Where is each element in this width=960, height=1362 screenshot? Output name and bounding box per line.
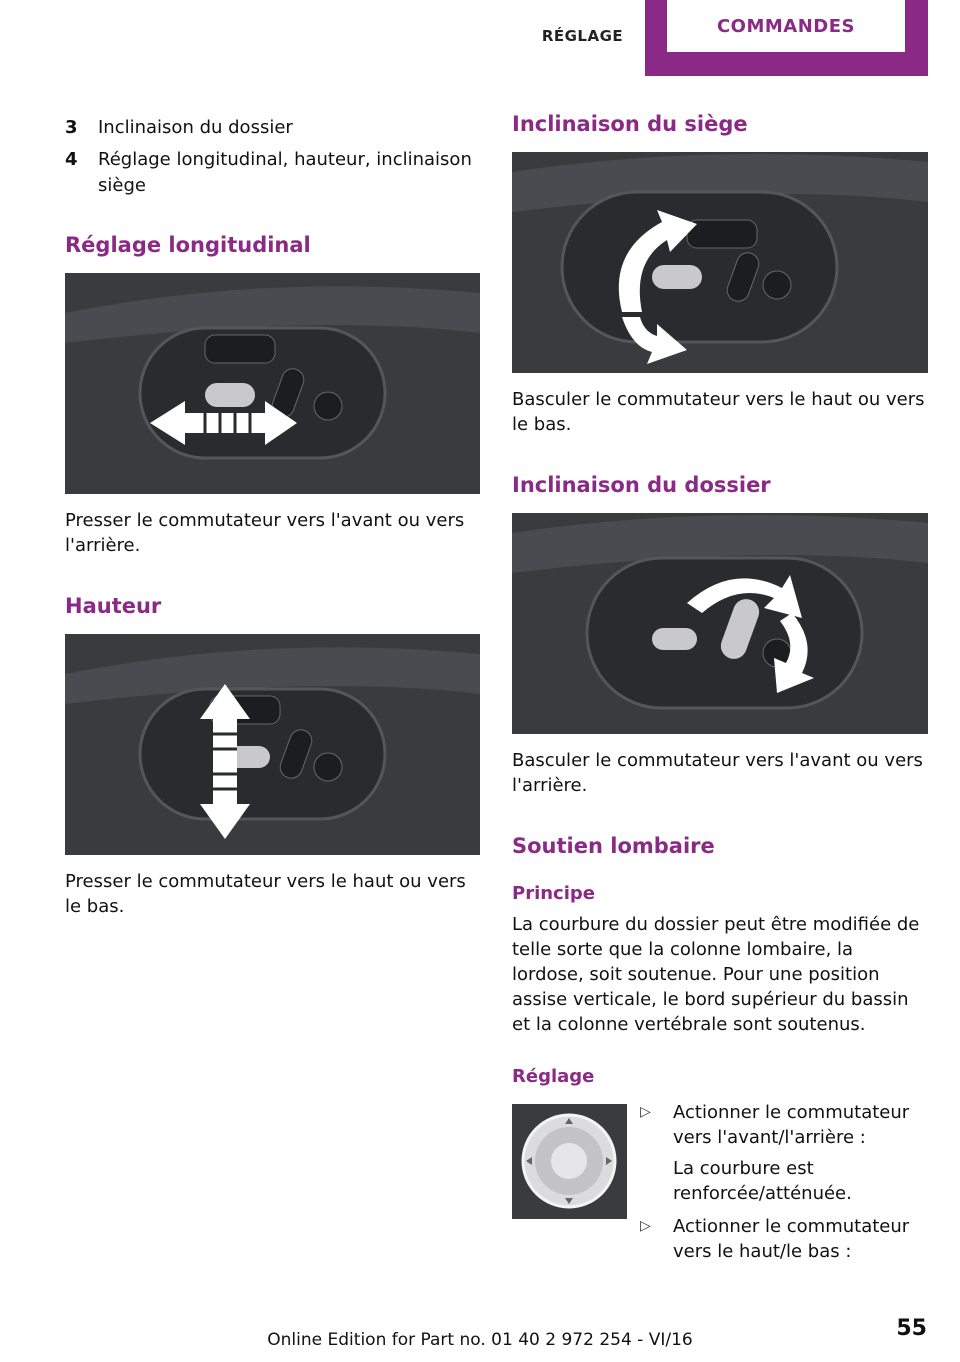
bullet-subtext: La courbure est renforcée/atténuée.: [673, 1158, 852, 1204]
bullet-text: Actionner le commutateur vers le haut/le bas :: [673, 1216, 910, 1262]
subsection-title-reglage: Réglage: [512, 1066, 595, 1087]
seat-tilt-image: [512, 152, 928, 373]
header-chapter-tab: [645, 0, 928, 76]
section-title-inclinaison-siege: Inclinaison du siège: [512, 112, 748, 136]
triangle-bullet-icon: ▷: [640, 1104, 651, 1120]
section-text-hauteur: Presser le commutateur vers le haut ou vers le bas.: [65, 871, 466, 917]
list-item: [65, 147, 480, 199]
section-title-longitudinal: Réglage longitudinal: [65, 233, 311, 257]
list-item: [65, 115, 480, 141]
section-text-inclinaison-siege: Basculer le commutateur vers le haut ou vers le bas.: [512, 389, 925, 435]
section-title-inclinaison-dossier: Inclinaison du dossier: [512, 473, 771, 497]
section-text-inclinaison-dossier: Basculer le commutateur vers l'avant ou vers l'arrière.: [512, 750, 923, 796]
lumbar-switch-image: [512, 1104, 627, 1219]
section-text-longitudinal: Presser le commutateur vers l'avant ou vers l'arrière.: [65, 510, 465, 556]
backrest-tilt-image: [512, 513, 928, 734]
page-number: 55: [896, 1316, 927, 1341]
header-section: RÉGLAGE: [541, 27, 624, 45]
list-text: Inclinaison du dossier: [98, 117, 293, 138]
right-column: [512, 110, 928, 1089]
list-text: Réglage longitudinal, hauteur, inclinaison siège: [98, 149, 472, 196]
seat-switch-height-image: [65, 634, 480, 855]
lumbar-instructions: [640, 1100, 930, 1264]
section-title-soutien-lombaire: Soutien lombaire: [512, 834, 715, 858]
list-item: [640, 1214, 930, 1264]
bullet-text: Actionner le commutateur vers l'avant/l'arrière :: [673, 1102, 910, 1148]
section-title-hauteur: Hauteur: [65, 594, 162, 618]
footer-text: Online Edition for Part no. 01 40 2 972 254 - VI/16: [267, 1330, 693, 1350]
seat-switch-longitudinal-image: [65, 273, 480, 494]
header-chapter: COMMANDES: [667, 0, 905, 52]
triangle-bullet-icon: ▷: [640, 1218, 651, 1234]
list-number: 4: [65, 149, 78, 170]
list-item: [640, 1100, 930, 1150]
principe-text: La courbure du dossier peut être modifiée de telle sorte que la colonne lombaire, la lordose, soit soutenue. Pour une position assise verticale, le bord supérieur du bassin et la colonne vertébrale sont soutenus.: [512, 914, 920, 1035]
left-column: [65, 115, 480, 919]
subsection-title-principe: Principe: [512, 883, 595, 904]
list-number: 3: [65, 117, 78, 138]
